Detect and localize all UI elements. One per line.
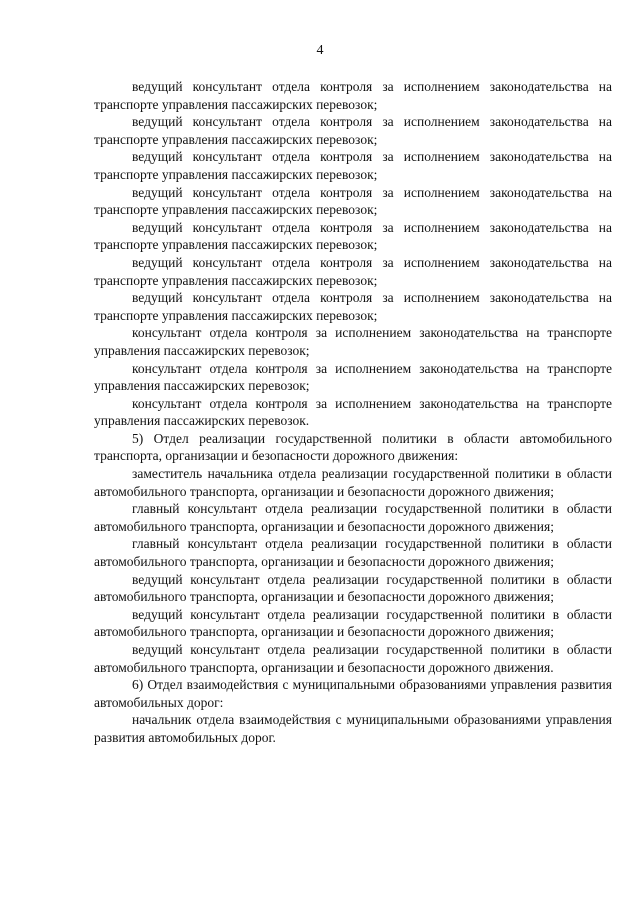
position-item: главный консультант отдела реализации государственной политики в области автомобильного транспорта, организации и безопасности дорожного движения;	[94, 536, 612, 570]
position-item: консультант отдела контроля за исполнением законодательства на транспорте управления пассажирских перевозок;	[94, 325, 612, 358]
position-item: ведущий консультант отдела контроля за исполнением законодательства на транспорте управления пассажирских перевозок;	[94, 219, 612, 253]
position-item: консультант отдела контроля за исполнением законодательства на транспорте управления пассажирских перевозок;	[94, 360, 612, 394]
position-item: ведущий консультант отдела контроля за исполнением законодательства на транспорте управления пассажирских перевозок;	[94, 254, 612, 288]
position-item: ведущий консультант отдела реализации государственной политики в области автомобильного транспорта, организации и безопасности дорожного движения;	[94, 606, 612, 640]
position-item: консультант отдела контроля за исполнением законодательства на транспорте управления пассажирских перевозок.	[94, 395, 612, 429]
document-body	[94, 78, 612, 747]
position-item: ведущий консультант отдела реализации государственной политики в области автомобильного транспорта, организации и безопасности дорожного движения;	[94, 571, 612, 605]
page-number: 4	[316, 43, 324, 58]
position-item: ведущий консультант отдела реализации государственной политики в области автомобильного транспорта, организации и безопасности дорожного движения.	[94, 642, 612, 675]
position-item: ведущий консультант отдела контроля за исполнением законодательства на транспорте управления пассажирских перевозок;	[94, 114, 612, 147]
section-heading-6: 6) Отдел взаимодействия с муниципальными образованиями управления развития автомобильных дорог:	[94, 677, 612, 710]
section-heading-5: 5) Отдел реализации государственной политики в области автомобильного транспорта, организации и безопасности дорожного движения:	[94, 430, 612, 464]
position-item: ведущий консультант отдела контроля за исполнением законодательства на транспорте управления пассажирских перевозок;	[94, 184, 612, 218]
position-item: заместитель начальника отдела реализации государственной политики в области автомобильного транспорта, организации и безопасности дорожного движения;	[94, 466, 612, 499]
position-item: ведущий консультант отдела контроля за исполнением законодательства на транспорте управления пассажирских перевозок;	[94, 149, 612, 182]
position-item: начальник отдела взаимодействия с муниципальными образованиями управления развития автомобильных дорог.	[94, 712, 612, 745]
position-item: главный консультант отдела реализации государственной политики в области автомобильного транспорта, организации и безопасности дорожного движения;	[94, 501, 612, 534]
position-item: ведущий консультант отдела контроля за исполнением законодательства на транспорте управления пассажирских перевозок;	[94, 79, 612, 112]
position-item: ведущий консультант отдела контроля за исполнением законодательства на транспорте управления пассажирских перевозок;	[94, 290, 612, 323]
